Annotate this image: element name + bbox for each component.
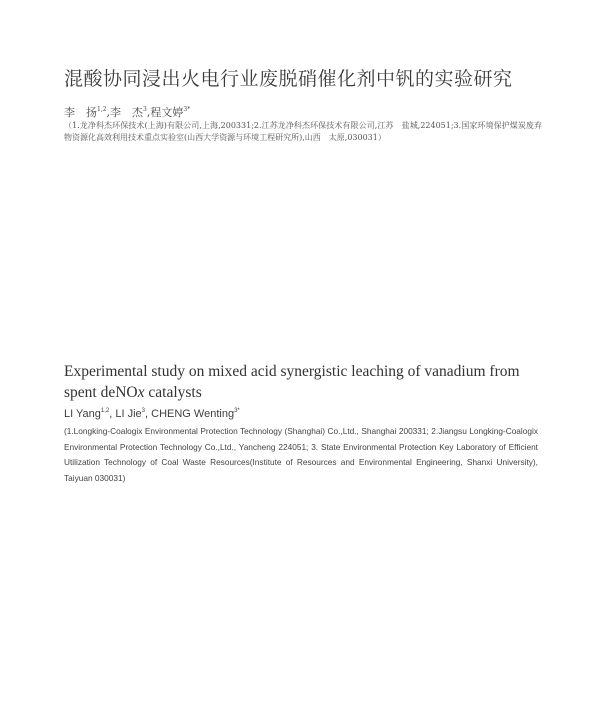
english-affiliations: (1.Longking-Coalogix Environmental Protection Technology (Shanghai) Co.,Ltd., Shanghai 200331; 2.Jiangsu Longking-Coalogix Environmental Protection Technology Co.,Ltd., Yancheng 224051; 3. State Environmental Protection Key Laboratory of Efficient Utilization Technology of Coal Waste Resources(Institute of Resources and Environmental Engineering, Shanxi University), Taiyuan 030031) xyxy=(64,426,538,483)
en-author-separator: , xyxy=(109,408,116,420)
en-title-italic-x: x xyxy=(137,384,145,401)
cn-author-3: 程文婷 xyxy=(150,106,184,119)
en-author-2-affil-mark: 3 xyxy=(141,408,146,414)
en-author-1: LI Yang xyxy=(64,408,101,420)
chinese-title: 混酸协同浸出火电行业废脱硝催化剂中钒的实验研究 xyxy=(64,68,513,90)
cn-author-1: 李 扬 xyxy=(64,106,97,119)
cn-author-2-affil-mark: 3 xyxy=(143,106,147,113)
en-title-end: catalysts xyxy=(144,384,202,401)
en-author-2: LI Jie xyxy=(115,408,142,420)
cn-author-3-affil-mark: 3* xyxy=(183,106,191,113)
en-title-main: Experimental study on mixed acid synergistic leaching of vanadium from spent deNO xyxy=(64,363,520,401)
en-author-separator: , xyxy=(145,408,152,420)
cn-author-1-affil-mark: 1,2 xyxy=(97,106,107,113)
chinese-authors xyxy=(64,104,544,120)
en-author-3-affil-mark: 3* xyxy=(234,408,240,414)
en-author-3: CHENG Wenting xyxy=(151,408,235,420)
english-title xyxy=(64,361,540,403)
cn-author-separator: , xyxy=(146,106,151,119)
en-author-1-affil-mark: 1,2 xyxy=(100,408,110,414)
cn-author-separator: , xyxy=(106,106,111,119)
cn-author-2: 李 杰 xyxy=(110,106,144,119)
english-authors xyxy=(64,408,540,420)
chinese-affiliations: （1.龙净科杰环保技术(上海)有限公司,上海,200331;2.江苏龙净科杰环保技术有限公司,江苏 盐城,224051;3.国家环境保护煤炭废弃物资源化高效利用技术重点实验室(山西大学资源与环境工程研究所),山西 太原,030031） xyxy=(64,121,542,142)
